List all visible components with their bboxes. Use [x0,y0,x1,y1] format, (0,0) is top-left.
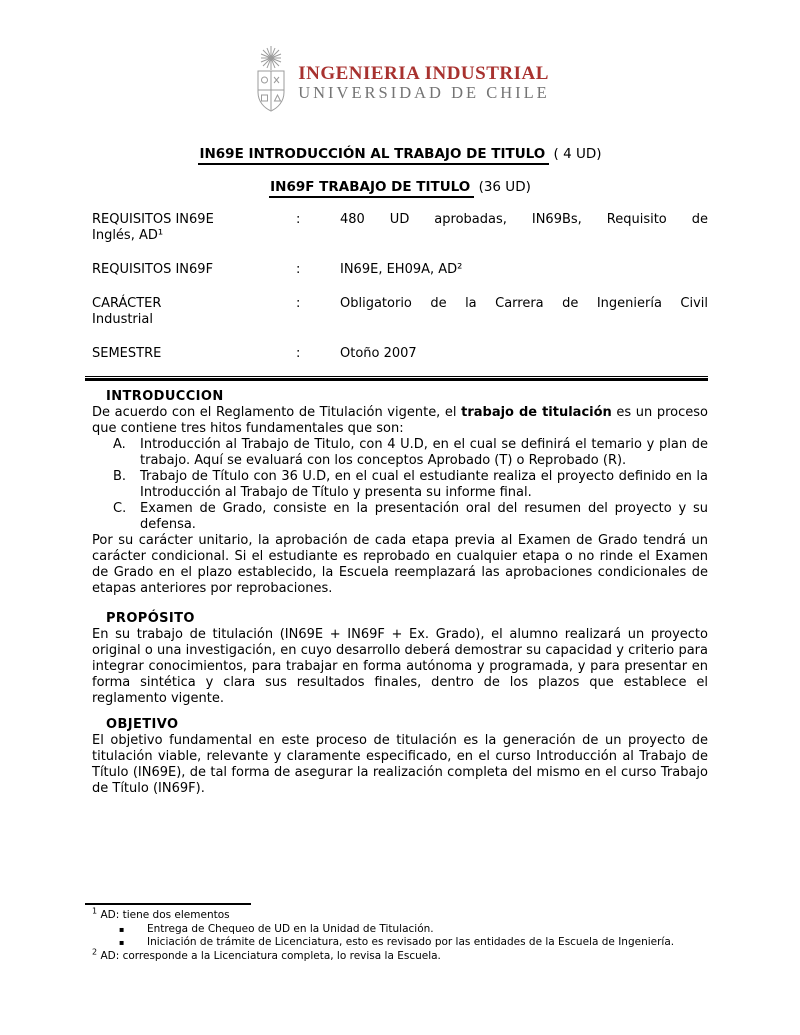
info-colon: : [296,212,301,227]
list-item-c [92,501,708,533]
footnote-1-ref: 1 [92,906,98,916]
paragraph-introduccion: De acuerdo con el Reglamento de Titulación vigente, el trabajo de titulación es un proceso que contiene tres hitos fundamentales que son: [92,404,708,436]
list-item-text: Examen de Grado, consiste en la presentación oral del resumen del proyecto y su defensa. [140,500,708,532]
info-label: REQUISITOS IN69F [92,262,214,277]
info-row-requisitos-in69e [92,212,708,244]
course-title-in69e-underlined: IN69E INTRODUCCIÓN AL TRABAJO DE TITULO [198,146,549,165]
info-colon: : [296,346,301,361]
paragraph-caracter-unitario: Por su carácter unitario, la aprobación de cada etapa previa al Examen de Grado tendrá un carácter condicional. Si el estudiante es reprobado en cualquier etapa o no rinde el Examen de Grado en el plazo establecido, la Escuela reemplazará las aprobaciones condicionales de etapas anteriores por reprobaciones. [92,532,708,596]
info-value: Otoño 2007 [340,346,417,361]
bold-trabajo-de-titulacion: trabajo de titulación [461,404,612,420]
square-bullet-icon: ▪ [119,938,125,947]
info-value: 480 UD aprobadas, IN69Bs, Requisito de [340,212,708,227]
info-colon: : [296,262,301,277]
list-marker: B. [113,468,127,484]
logo-faculty-name: INGENIERIA INDUSTRIAL [298,62,549,84]
course-title-in69e-ud: ( 4 UD) [549,146,602,162]
heading-proposito: PROPÓSITO [106,610,195,626]
course-title-in69f-ud: (36 UD) [474,179,531,195]
logo-text [298,64,550,102]
footnote-1 [92,906,708,923]
info-value: IN69E, EH09A, AD² [340,262,463,277]
university-logo [92,45,708,120]
list-item-a [92,437,708,469]
square-bullet-icon: ▪ [119,924,125,934]
course-title-in69e [92,146,708,163]
section-divider [85,376,708,381]
info-value: Obligatorio de la Carrera de Ingeniería Civil [340,296,708,311]
info-label: CARÁCTER [92,296,162,311]
course-title-in69f [92,179,708,196]
university-crest-icon [250,45,292,120]
course-title-in69f-underlined: IN69F TRABAJO DE TITULO [269,179,474,198]
list-item-b [92,469,708,501]
footnote-bullet-2 [92,936,708,950]
logo-university-name: UNIVERSIDAD DE CHILE [298,82,550,102]
info-value-wrap: Inglés, AD¹ [92,228,164,243]
heading-introduccion: INTRODUCCION [106,388,224,404]
paragraph-proposito: En su trabajo de titulación (IN69E + IN69F + Ex. Grado), el alumno realizará un proyecto original o una investigación, en cuyo desarrollo deberá demostrar su capacidad y criterio para integrar conocimientos, para trabajar en forma autónoma y programada, y para presentar en forma sintética y clara sus resultados finales, dentro de los plazos que establece el reglamento vigente. [92,626,708,706]
list-item-text: Introducción al Trabajo de Titulo, con 4 U.D, en el cual se definirá el temario y plan de trabajo. Aquí se evaluará con los conceptos Aprobado (T) o Reprobado (R). [140,436,708,468]
list-marker: A. [113,436,126,452]
footnote-2-ref: 2 [92,947,98,956]
footnote-bullet-text: Iniciación de trámite de Licenciatura, esto es revisado por las entidades de la Escuela de Ingeniería. [147,936,675,948]
info-row-caracter [92,296,708,328]
paragraph-objetivo: El objetivo fundamental en este proceso de titulación es la generación de un proyecto de titulación viable, relevante y claramente especificado, en el curso Introducción al Trabajo de Título (IN69E), de tal forma de asegurar la realización completa del mismo en el curso Trabajo de Título (IN69F). [92,732,708,796]
footnote-bullet-text: Entrega de Chequeo de UD en la Unidad de Titulación. [147,922,434,935]
footnote-1-text: AD: tiene dos elementos [100,909,230,921]
info-value-wrap: Industrial [92,312,153,327]
info-label: REQUISITOS IN69E [92,212,214,227]
footnotes-block [92,903,708,963]
footnote-2 [92,947,708,964]
footnote-separator [85,903,251,905]
info-colon: : [296,296,301,311]
list-marker: C. [113,500,127,516]
info-label: SEMESTRE [92,346,162,361]
heading-objetivo: OBJETIVO [106,716,179,732]
footnote-bullet-1 [92,923,708,937]
list-item-text: Trabajo de Título con 36 U.D, en el cual el estudiante realiza el proyecto definido en la Introducción al Trabajo de Título y presenta su informe final. [140,468,708,500]
info-row-semestre [92,346,708,362]
info-row-requisitos-in69f [92,262,708,278]
footnote-2-text: AD: corresponde a la Licenciatura completa, lo revisa la Escuela. [100,949,441,962]
